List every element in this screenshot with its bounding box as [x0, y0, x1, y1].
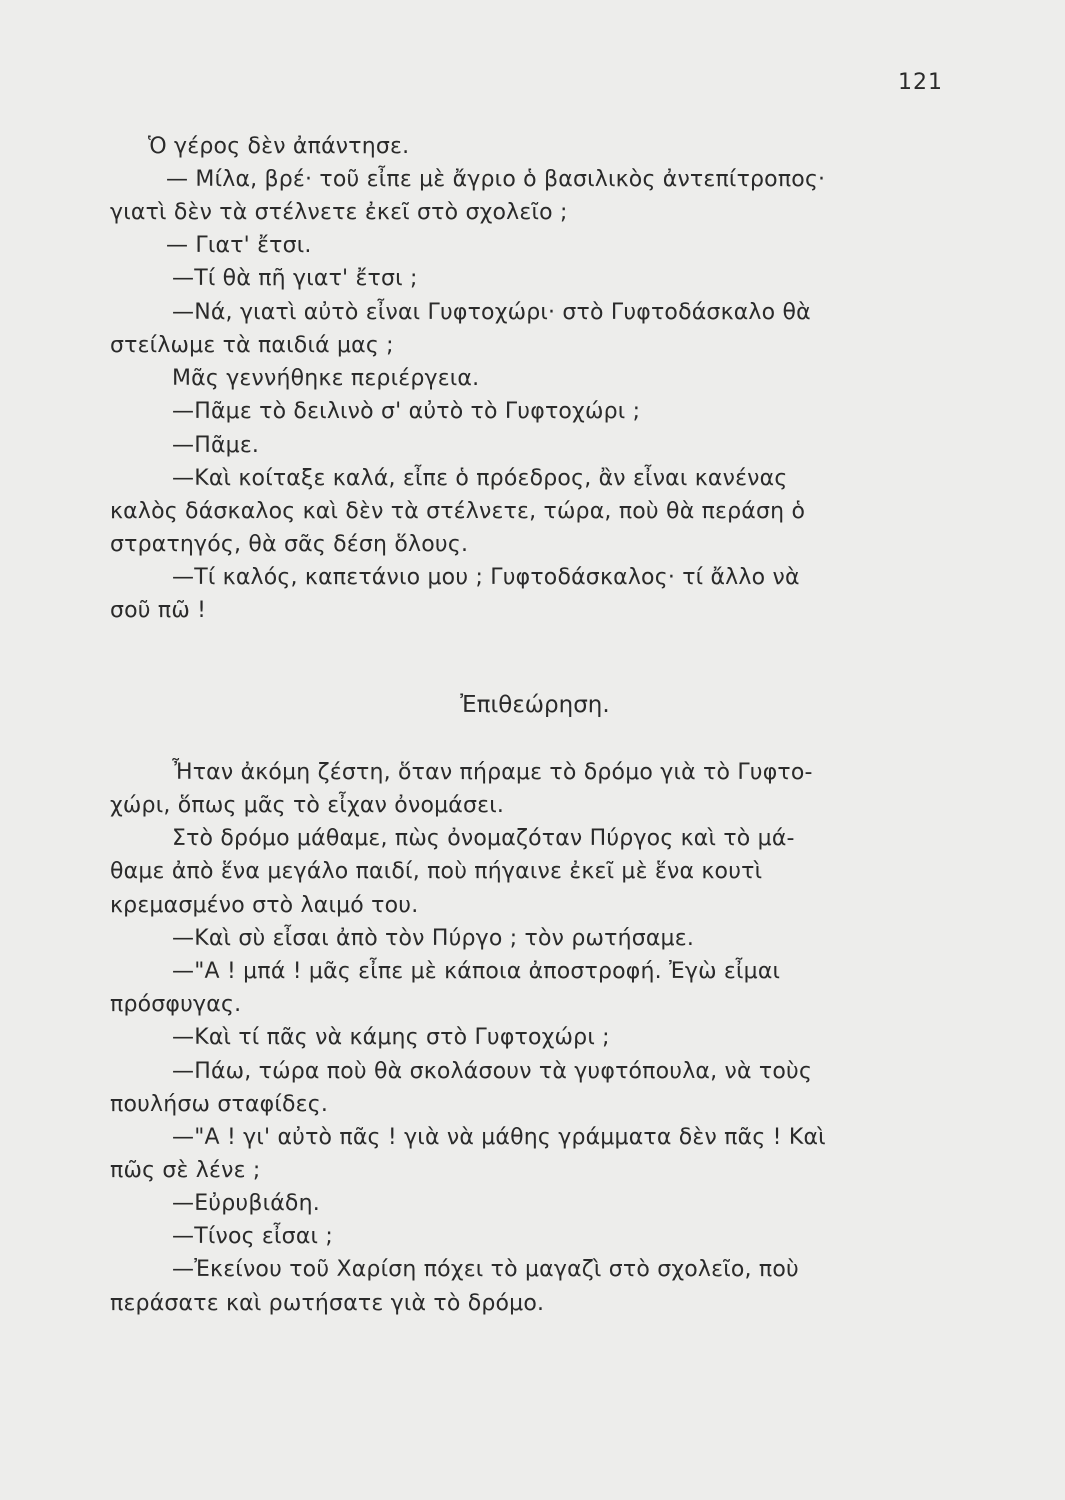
- text-line: —Τίνος εἶσαι ;: [172, 1224, 333, 1249]
- text-line: — Γιατ' ἔτσι.: [166, 233, 312, 258]
- text-line: —Πᾶμε τὸ δειλινὸ σ' αὐτὸ τὸ Γυφτοχώρι ;: [172, 399, 641, 424]
- text-line: —Τί θὰ πῆ γιατ' ἔτσι ;: [172, 266, 418, 291]
- text-line: θαμε ἀπὸ ἕνα μεγάλο παιδί, ποὺ πήγαινε ἐκεῖ μὲ ἕνα κουτὶ: [110, 859, 763, 884]
- text-line: —Καὶ σὺ εἶσαι ἀπὸ τὸν Πύργο ; τὸν ρωτήσαμε.: [172, 926, 695, 951]
- text-line: —Καὶ κοίταξε καλά, εἶπε ὁ πρόεδρος, ἂν εἶναι κανένας: [172, 466, 788, 491]
- text-line: —Καὶ τί πᾶς νὰ κάμης στὸ Γυφτοχώρι ;: [172, 1025, 610, 1050]
- text-line: — Μίλα, βρέ· τοῦ εἶπε μὲ ἄγριο ὁ βασιλικὸς ἀντεπίτροπος·: [166, 167, 826, 192]
- section-heading: Ἐπιθεώρηση.: [460, 692, 610, 718]
- text-line: περάσατε καὶ ρωτήσατε γιὰ τὸ δρόμο.: [110, 1291, 545, 1316]
- text-line: Ὁ γέρος δὲν ἀπάντησε.: [148, 134, 410, 159]
- text-line: —Πᾶμε.: [172, 433, 260, 458]
- text-line: στείλωμε τὰ παιδιά μας ;: [110, 333, 394, 358]
- text-line: —Νά, γιατὶ αὐτὸ εἶναι Γυφτοχώρι· στὸ Γυφτοδάσκαλο θὰ: [172, 300, 811, 325]
- text-line: γιατὶ δὲν τὰ στέλνετε ἐκεῖ στὸ σχολεῖο ;: [110, 200, 568, 225]
- text-line: Ἦταν ἀκόμη ζέστη, ὅταν πήραμε τὸ δρόμο γιὰ τὸ Γυφτο-: [172, 760, 813, 785]
- text-line: πῶς σὲ λένε ;: [110, 1158, 261, 1183]
- text-line: Μᾶς γεννήθηκε περιέργεια.: [172, 366, 480, 391]
- text-line: πουλήσω σταφίδες.: [110, 1092, 329, 1117]
- text-line: —Εὐρυβιάδη.: [172, 1191, 320, 1216]
- text-line: κρεμασμένο στὸ λαιμό του.: [110, 893, 419, 918]
- text-line: χώρι, ὅπως μᾶς τὸ εἶχαν ὀνομάσει.: [110, 793, 505, 818]
- text-line: σοῦ πῶ !: [110, 598, 207, 623]
- page-number: 121: [898, 70, 943, 95]
- text-line: πρόσφυγας.: [110, 992, 242, 1017]
- text-line: —Τί καλός, καπετάνιο μου ; Γυφτοδάσκαλος· τί ἄλλο νὰ: [172, 565, 800, 590]
- text-line: καλὸς δάσκαλος καὶ δὲν τὰ στέλνετε, τώρα, ποὺ θὰ περάση ὁ: [110, 499, 806, 524]
- text-line: —"Α ! γι' αὐτὸ πᾶς ! γιὰ νὰ μάθης γράμματα δὲν πᾶς ! Καὶ: [172, 1125, 826, 1150]
- text-line: στρατηγός, θὰ σᾶς δέση ὅλους.: [110, 532, 469, 557]
- text-line: Στὸ δρόμο μάθαμε, πὼς ὀνομαζόταν Πύργος καὶ τὸ μά-: [172, 826, 795, 851]
- text-line: —Πάω, τώρα ποὺ θὰ σκολάσουν τὰ γυφτόπουλα, νὰ τοὺς: [172, 1059, 813, 1084]
- text-line: —"Α ! μπά ! μᾶς εἶπε μὲ κάποια ἀποστροφή. Ἐγὼ εἶμαι: [172, 959, 781, 984]
- text-line: —Ἐκείνου τοῦ Χαρίση πόχει τὸ μαγαζὶ στὸ σχολεῖο, ποὺ: [172, 1257, 799, 1282]
